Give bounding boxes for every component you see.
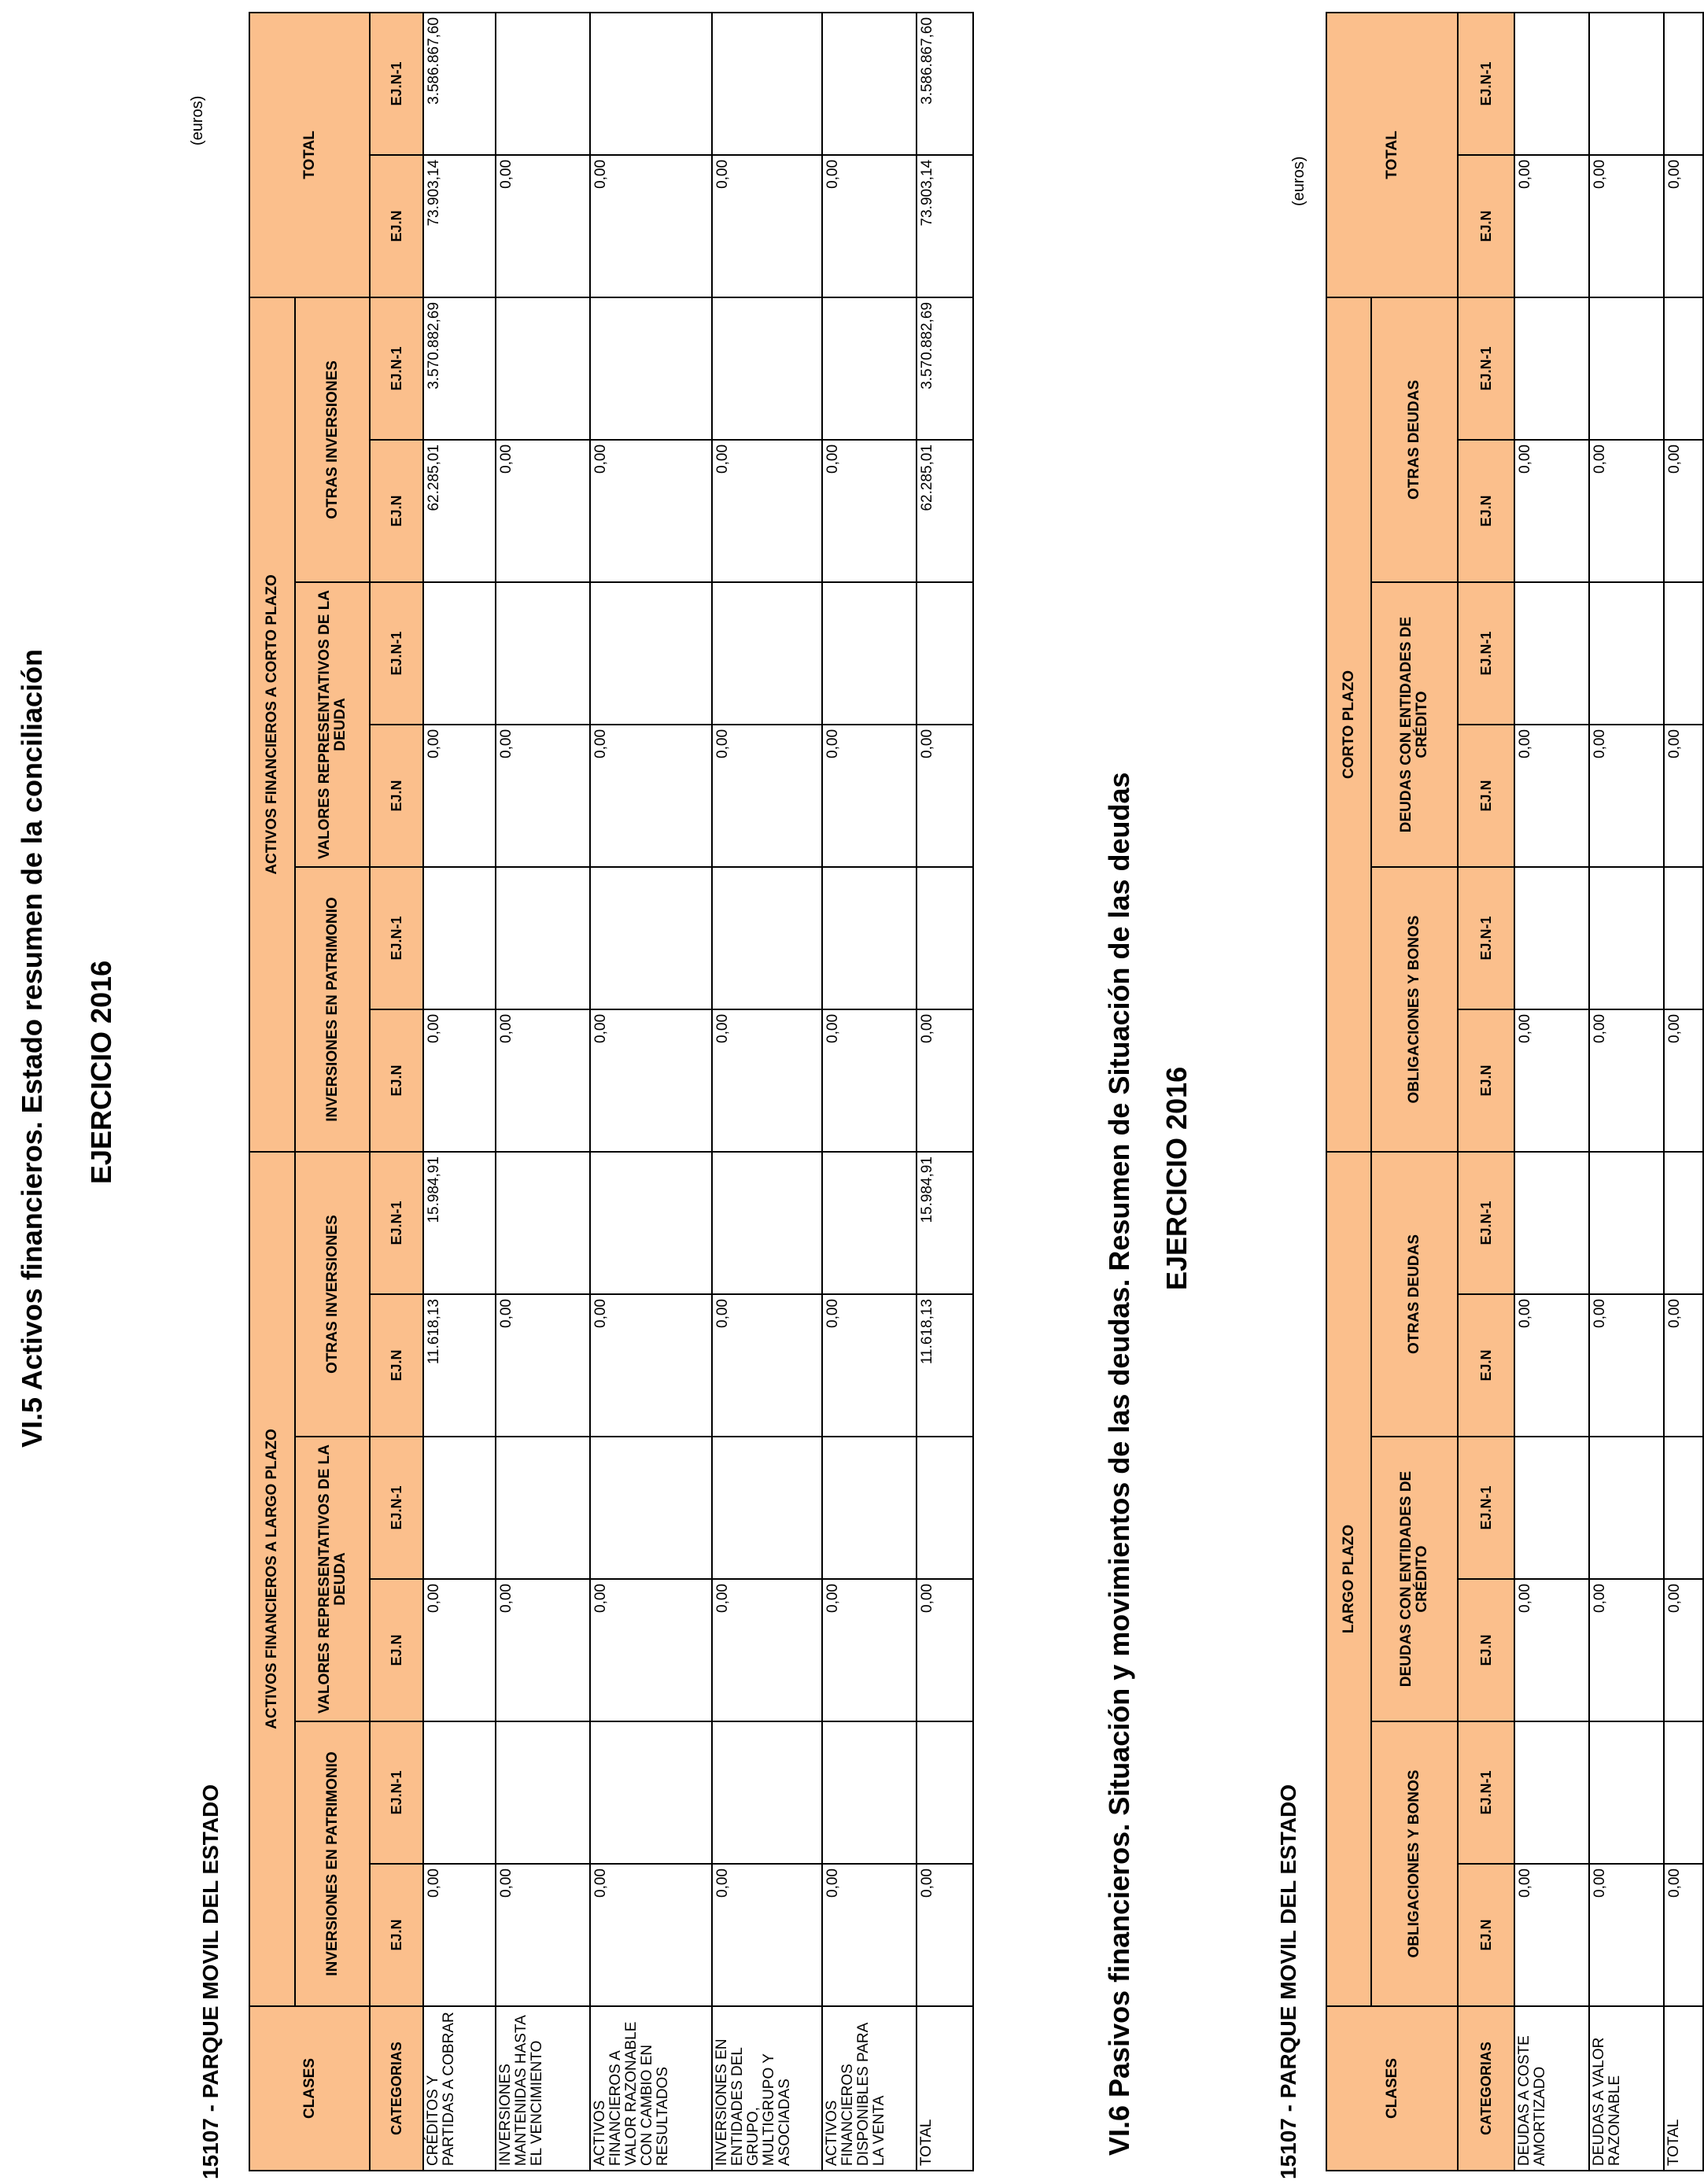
cell-value: 0,00 xyxy=(423,725,496,867)
s1-ej-header: EJ.N-1 xyxy=(370,1437,423,1579)
cell-value: 0,00 xyxy=(1514,1009,1589,1152)
cell-value: 0,00 xyxy=(822,440,917,582)
s2-ej-header: EJ.N xyxy=(1458,1864,1514,2006)
cell-value xyxy=(496,1152,590,1294)
table-row xyxy=(590,13,712,2171)
cell-value xyxy=(1589,1437,1664,1579)
s1-sub-lp-valores: VALORES REPRESENTATIVOS DE LA DEUDA xyxy=(295,1437,370,1721)
s2-ej-header: EJ.N-1 xyxy=(1458,867,1514,1009)
cell-value xyxy=(822,1721,917,1864)
table-row xyxy=(1664,13,1703,2171)
cell-value xyxy=(496,297,590,440)
cell-value: 0,00 xyxy=(496,1294,590,1437)
cell-value: 0,00 xyxy=(590,1579,712,1721)
row-label: INVERSIONES MANTENIDAS HASTA EL VENCIMIENTO xyxy=(496,2006,590,2171)
cell-value: 0,00 xyxy=(822,725,917,867)
cell-value xyxy=(1664,1437,1703,1579)
s2-sub-cp-otras: OTRAS DEUDAS xyxy=(1371,297,1458,582)
s2-categorias-header: CATEGORIAS xyxy=(1458,2006,1514,2171)
cell-value xyxy=(1514,1437,1589,1579)
cell-value xyxy=(590,1152,712,1294)
cell-value: 0,00 xyxy=(496,155,590,297)
s1-sub-cp-patrimonio: INVERSIONES EN PATRIMONIO xyxy=(295,867,370,1152)
cell-value xyxy=(1664,582,1703,725)
s1-entity: 15107 - PARQUE MOVIL DEL ESTADO xyxy=(198,1784,223,2179)
cell-value: 0,00 xyxy=(712,1294,822,1437)
cell-value: 11.618,13 xyxy=(423,1294,496,1437)
s1-units: (euros) xyxy=(189,95,206,146)
s2-ej-header: EJ.N xyxy=(1458,1579,1514,1721)
cell-value xyxy=(712,297,822,440)
cell-value: 0,00 xyxy=(1664,1864,1703,2006)
cell-value xyxy=(1514,867,1589,1009)
cell-value: 0,00 xyxy=(712,1864,822,2006)
s2-ej-header-row xyxy=(1458,13,1514,2171)
cell-value xyxy=(1514,582,1589,725)
cell-value xyxy=(822,867,917,1009)
row-label: ACTIVOS FINANCIEROS DISPONIBLES PARA LA VENTA xyxy=(822,2006,917,2171)
cell-value: 3.570.882,69 xyxy=(423,297,496,440)
s2-table xyxy=(1326,12,1704,2171)
s2-ej-header: EJ.N-1 xyxy=(1458,1152,1514,1294)
cell-value: 0,00 xyxy=(590,1864,712,2006)
table-row xyxy=(917,13,973,2171)
cell-value: 0,00 xyxy=(1664,1579,1703,1721)
cell-value: 73.903,14 xyxy=(423,155,496,297)
cell-value: 0,00 xyxy=(1514,1294,1589,1437)
s1-table-body xyxy=(423,13,973,2171)
row-label: CRÉDITOS Y PARTIDAS A COBRAR xyxy=(423,2006,496,2171)
cell-value xyxy=(917,1721,973,1864)
cell-value xyxy=(496,1437,590,1579)
cell-value xyxy=(822,1152,917,1294)
cell-value: 3.570.882,69 xyxy=(917,297,973,440)
cell-value: 0,00 xyxy=(1514,440,1589,582)
cell-value xyxy=(1589,13,1664,155)
s1-ej-header: EJ.N xyxy=(370,155,423,297)
cell-value: 0,00 xyxy=(712,1579,822,1721)
s1-ej-header: EJ.N xyxy=(370,440,423,582)
cell-value xyxy=(423,867,496,1009)
cell-value: 0,00 xyxy=(822,155,917,297)
table-row xyxy=(1514,13,1589,2171)
cell-value xyxy=(496,13,590,155)
cell-value: 0,00 xyxy=(496,1864,590,2006)
cell-value: 0,00 xyxy=(590,1294,712,1437)
s1-ej-header: EJ.N xyxy=(370,725,423,867)
cell-value: 0,00 xyxy=(712,440,822,582)
cell-value: 0,00 xyxy=(423,1579,496,1721)
cell-value xyxy=(496,867,590,1009)
s2-ej-header: EJ.N-1 xyxy=(1458,13,1514,155)
cell-value: 0,00 xyxy=(590,155,712,297)
cell-value: 0,00 xyxy=(1664,1294,1703,1437)
cell-value xyxy=(822,297,917,440)
cell-value xyxy=(917,582,973,725)
cell-value: 73.903,14 xyxy=(917,155,973,297)
cell-value: 0,00 xyxy=(1664,155,1703,297)
cell-value: 62.285,01 xyxy=(917,440,973,582)
table-row xyxy=(423,13,496,2171)
cell-value: 0,00 xyxy=(1514,1579,1589,1721)
s2-sub-lp-obligaciones: OBLIGACIONES Y BONOS xyxy=(1371,1721,1458,2006)
cell-value: 0,00 xyxy=(423,1009,496,1152)
cell-value xyxy=(1589,297,1664,440)
s2-group-corto: CORTO PLAZO xyxy=(1326,297,1371,1152)
cell-value xyxy=(712,867,822,1009)
s1-ejercicio: EJERCICIO 2016 xyxy=(85,960,117,1184)
s1-ej-header: EJ.N-1 xyxy=(370,297,423,440)
cell-value: 0,00 xyxy=(822,1864,917,2006)
s2-ej-header: EJ.N xyxy=(1458,155,1514,297)
cell-value xyxy=(1664,867,1703,1009)
cell-value xyxy=(1589,582,1664,725)
s1-ej-header: EJ.N xyxy=(370,1009,423,1152)
cell-value: 0,00 xyxy=(1664,725,1703,867)
s2-entity: 15107 - PARQUE MOVIL DEL ESTADO xyxy=(1276,1784,1300,2179)
s2-sub-lp-otras: OTRAS DEUDAS xyxy=(1371,1152,1458,1437)
cell-value: 0,00 xyxy=(822,1579,917,1721)
s2-ej-header: EJ.N-1 xyxy=(1458,1721,1514,1864)
cell-value: 0,00 xyxy=(917,1009,973,1152)
s1-group-largo: ACTIVOS FINANCIEROS A LARGO PLAZO xyxy=(249,1152,295,2006)
cell-value xyxy=(1514,13,1589,155)
cell-value: 0,00 xyxy=(712,1009,822,1152)
s2-ej-header: EJ.N-1 xyxy=(1458,582,1514,725)
cell-value xyxy=(1514,297,1589,440)
cell-value: 0,00 xyxy=(496,725,590,867)
cell-value: 3.586.867,60 xyxy=(423,13,496,155)
cell-value: 0,00 xyxy=(1589,725,1664,867)
cell-value: 62.285,01 xyxy=(423,440,496,582)
s1-categorias-header: CATEGORIAS xyxy=(370,2006,423,2171)
cell-value xyxy=(590,1437,712,1579)
cell-value: 0,00 xyxy=(590,725,712,867)
cell-value: 0,00 xyxy=(1664,440,1703,582)
row-label: TOTAL xyxy=(917,2006,973,2171)
cell-value: 0,00 xyxy=(1589,1579,1664,1721)
table-row xyxy=(712,13,822,2171)
s1-ej-header: EJ.N-1 xyxy=(370,867,423,1009)
table-row xyxy=(1589,13,1664,2171)
s1-ej-header-row xyxy=(370,13,423,2171)
cell-value: 0,00 xyxy=(496,440,590,582)
s1-group-total: TOTAL xyxy=(249,13,370,297)
table-row xyxy=(496,13,590,2171)
s1-ej-header: EJ.N-1 xyxy=(370,1721,423,1864)
s1-table xyxy=(249,12,974,2171)
cell-value: 15.984,91 xyxy=(423,1152,496,1294)
table-row xyxy=(822,13,917,2171)
cell-value xyxy=(1514,1721,1589,1864)
cell-value: 0,00 xyxy=(496,1009,590,1152)
cell-value: 0,00 xyxy=(1514,1864,1589,2006)
cell-value xyxy=(712,582,822,725)
cell-value: 3.586.867,60 xyxy=(917,13,973,155)
s1-ej-header: EJ.N-1 xyxy=(370,13,423,155)
cell-value xyxy=(496,1721,590,1864)
cell-value xyxy=(712,1437,822,1579)
cell-value: 0,00 xyxy=(423,1864,496,2006)
s2-table-body xyxy=(1514,13,1703,2171)
cell-value xyxy=(590,1721,712,1864)
row-label: INVERSIONES EN ENTIDADES DEL GRUPO, MULTIGRUPO Y ASOCIADAS xyxy=(712,2006,822,2171)
cell-value: 0,00 xyxy=(917,725,973,867)
cell-value: 0,00 xyxy=(1664,1009,1703,1152)
s1-ej-header: EJ.N xyxy=(370,1294,423,1437)
cell-value xyxy=(423,582,496,725)
s2-title: VI.6 Pasivos financieros. Situación y movimientos de las deudas. Resumen de Situación de las deudas xyxy=(1103,772,1135,2156)
cell-value xyxy=(590,13,712,155)
s2-ejercicio: EJERCICIO 2016 xyxy=(1160,1066,1193,1290)
s1-sub-lp-otras: OTRAS INVERSIONES xyxy=(295,1152,370,1437)
s2-group-largo: LARGO PLAZO xyxy=(1326,1152,1371,2006)
s2-sub-cp-obligaciones: OBLIGACIONES Y BONOS xyxy=(1371,867,1458,1152)
s1-sub-cp-valores: VALORES REPRESENTATIVOS DE LA DEUDA xyxy=(295,582,370,867)
cell-value: 0,00 xyxy=(917,1579,973,1721)
cell-value xyxy=(1589,867,1664,1009)
cell-value: 0,00 xyxy=(1514,155,1589,297)
s1-sub-lp-patrimonio: INVERSIONES EN PATRIMONIO xyxy=(295,1721,370,2006)
cell-value xyxy=(590,582,712,725)
cell-value: 15.984,91 xyxy=(917,1152,973,1294)
s2-ej-header: EJ.N-1 xyxy=(1458,1437,1514,1579)
s1-clases-header: CLASES xyxy=(249,2006,370,2171)
s1-sub-cp-otras: OTRAS INVERSIONES xyxy=(295,297,370,582)
s1-ej-header: EJ.N xyxy=(370,1579,423,1721)
cell-value xyxy=(590,297,712,440)
s2-ej-header: EJ.N xyxy=(1458,725,1514,867)
cell-value: 0,00 xyxy=(1589,440,1664,582)
cell-value xyxy=(822,13,917,155)
cell-value: 11.618,13 xyxy=(917,1294,973,1437)
s2-group-total: TOTAL xyxy=(1326,13,1458,297)
cell-value xyxy=(712,1721,822,1864)
cell-value xyxy=(423,1721,496,1864)
cell-value: 0,00 xyxy=(917,1864,973,2006)
cell-value xyxy=(712,1152,822,1294)
row-label: ACTIVOS FINANCIEROS A VALOR RAZONABLE CON CAMBIO EN RESULTADOS xyxy=(590,2006,712,2171)
cell-value: 0,00 xyxy=(1589,1864,1664,2006)
s1-table-wrap xyxy=(249,12,974,2171)
cell-value: 0,00 xyxy=(712,725,822,867)
cell-value xyxy=(496,582,590,725)
row-label: DEUDAS A COSTE AMORTIZADO xyxy=(1514,2006,1589,2171)
s1-ej-header: EJ.N-1 xyxy=(370,582,423,725)
s1-ej-header: EJ.N-1 xyxy=(370,1152,423,1294)
row-label: DEUDAS A VALOR RAZONABLE xyxy=(1589,2006,1664,2171)
cell-value xyxy=(1589,1152,1664,1294)
s2-sub-cp-credito: DEUDAS CON ENTIDADES DE CRÉDITO xyxy=(1371,582,1458,867)
cell-value: 0,00 xyxy=(496,1579,590,1721)
cell-value: 0,00 xyxy=(822,1294,917,1437)
cell-value xyxy=(1514,1152,1589,1294)
s2-clases-header: CLASES xyxy=(1326,2006,1458,2171)
s1-group-corto: ACTIVOS FINANCIEROS A CORTO PLAZO xyxy=(249,297,295,1152)
s2-ej-header: EJ.N xyxy=(1458,440,1514,582)
cell-value: 0,00 xyxy=(590,440,712,582)
cell-value: 0,00 xyxy=(1589,1294,1664,1437)
cell-value xyxy=(1664,1721,1703,1864)
s1-ej-header: EJ.N xyxy=(370,1864,423,2006)
s1-title: VI.5 Activos financieros. Estado resumen de la conciliación xyxy=(16,649,48,1448)
cell-value: 0,00 xyxy=(822,1009,917,1152)
cell-value: 0,00 xyxy=(1589,155,1664,297)
s2-ej-header: EJ.N-1 xyxy=(1458,297,1514,440)
cell-value xyxy=(590,867,712,1009)
s2-units: (euros) xyxy=(1290,156,1308,206)
cell-value xyxy=(1664,13,1703,155)
cell-value xyxy=(1664,297,1703,440)
cell-value xyxy=(822,582,917,725)
row-label: TOTAL xyxy=(1664,2006,1703,2171)
cell-value xyxy=(822,1437,917,1579)
s2-ej-header: EJ.N xyxy=(1458,1009,1514,1152)
cell-value xyxy=(1664,1152,1703,1294)
cell-value xyxy=(712,13,822,155)
s2-sub-lp-credito: DEUDAS CON ENTIDADES DE CRÉDITO xyxy=(1371,1437,1458,1721)
cell-value: 0,00 xyxy=(590,1009,712,1152)
s2-table-wrap xyxy=(1326,12,1704,2171)
cell-value xyxy=(1589,1721,1664,1864)
cell-value xyxy=(423,1437,496,1579)
s2-ej-header: EJ.N xyxy=(1458,1294,1514,1437)
cell-value: 0,00 xyxy=(1514,725,1589,867)
cell-value xyxy=(917,867,973,1009)
cell-value xyxy=(917,1437,973,1579)
cell-value: 0,00 xyxy=(712,155,822,297)
cell-value: 0,00 xyxy=(1589,1009,1664,1152)
